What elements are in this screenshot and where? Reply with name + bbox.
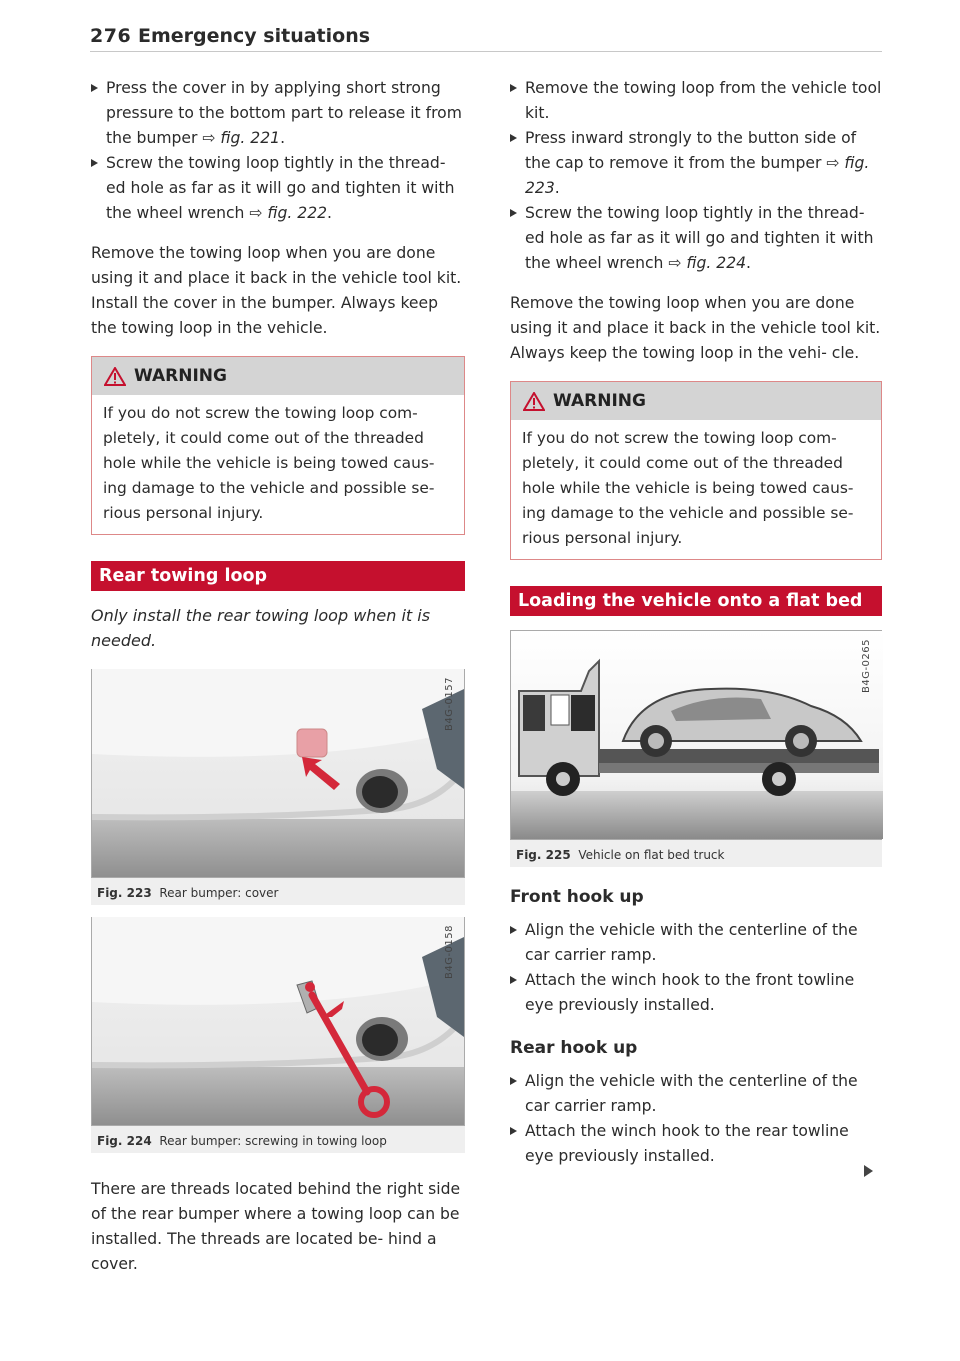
subheading-rear: Rear hook up bbox=[510, 1038, 638, 1058]
list-item: Attach the winch hook to the rear towline eye previously installed. bbox=[510, 1119, 882, 1169]
figure-224 bbox=[91, 917, 465, 1153]
warning-triangle-icon bbox=[523, 392, 545, 411]
list-item: Remove the towing loop from the vehicle tool kit. bbox=[510, 76, 882, 126]
section-heading: Rear towing loop bbox=[91, 561, 465, 591]
warning-title: WARNING bbox=[553, 390, 646, 411]
bullet-arrow-icon bbox=[510, 1127, 517, 1135]
section-intro: Only install the rear towing loop when it is needed. bbox=[91, 606, 431, 650]
left-column bbox=[91, 76, 465, 1277]
figure-reference-link[interactable]: ⇨ fig. 224 bbox=[668, 254, 747, 272]
bullet-arrow-icon bbox=[91, 84, 98, 92]
warning-header bbox=[92, 357, 464, 395]
warning-box bbox=[510, 381, 882, 560]
front-hookup-list bbox=[510, 918, 882, 1018]
figure-code: B4G-0265 bbox=[861, 639, 872, 694]
list-item: Press the cover in by applying short strong pressure to the bottom part to release it from the bumper ⇨ fig. 221. bbox=[91, 76, 465, 151]
bullet-arrow-icon bbox=[510, 209, 517, 217]
list-item: Attach the winch hook to the front towline eye previously installed. bbox=[510, 968, 882, 1018]
page-header bbox=[90, 22, 882, 52]
list-item: Align the vehicle with the centerline of the car carrier ramp. bbox=[510, 918, 882, 968]
list-item: Screw the towing loop tightly in the thread- ed hole as far as it will go and tighten it with the wheel wrench ⇨ fig. 224. bbox=[510, 201, 882, 276]
figure-code: B4G-0157 bbox=[444, 677, 455, 732]
towing-loop-image bbox=[91, 917, 465, 1126]
figure-caption: Fig. 225 Vehicle on flat bed truck bbox=[516, 848, 725, 862]
figure-223 bbox=[91, 669, 465, 905]
left-step-list bbox=[91, 76, 465, 226]
figure-reference-link[interactable]: ⇨ fig. 221 bbox=[202, 129, 281, 147]
page-number: 276 bbox=[90, 25, 132, 47]
rear-hookup-list bbox=[510, 1069, 882, 1169]
subheading-front: Front hook up bbox=[510, 887, 644, 907]
figure-reference-link[interactable]: ⇨ fig. 223 bbox=[525, 154, 870, 197]
figure-225 bbox=[510, 630, 882, 867]
continue-arrow-icon bbox=[864, 1165, 873, 1177]
warning-header bbox=[511, 382, 881, 420]
body-paragraph: There are threads located behind the right side of the rear bumper where a towing loop can be installed. The threads are located be- hind a cover. bbox=[91, 1180, 461, 1273]
body-paragraph: Remove the towing loop when you are done using it and place it back in the vehicle tool kit. Install the cover in the bumper. Always keep the towing loop in the vehicle. bbox=[91, 244, 462, 337]
right-column bbox=[510, 76, 882, 1169]
bumper-cover-image bbox=[91, 669, 465, 878]
figure-caption: Fig. 224 Rear bumper: screwing in towing loop bbox=[97, 1134, 387, 1148]
bullet-arrow-icon bbox=[91, 159, 98, 167]
bullet-arrow-icon bbox=[510, 1077, 517, 1085]
bullet-arrow-icon bbox=[510, 84, 517, 92]
page-title: Emergency situations bbox=[138, 25, 371, 47]
section-heading: Loading the vehicle onto a flat bed bbox=[510, 586, 882, 616]
warning-text: If you do not screw the towing loop com- pletely, it could come out of the threaded hole while the vehicle is being towed caus- ing damage to the vehicle and possible se- rious personal injury. bbox=[522, 429, 854, 547]
bullet-arrow-icon bbox=[510, 976, 517, 984]
right-step-list bbox=[510, 76, 882, 276]
flatbed-truck-image bbox=[510, 630, 882, 840]
bullet-arrow-icon bbox=[510, 134, 517, 142]
warning-box bbox=[91, 356, 465, 535]
list-item: Screw the towing loop tightly in the thread- ed hole as far as it will go and tighten it with the wheel wrench ⇨ fig. 222. bbox=[91, 151, 465, 226]
warning-title: WARNING bbox=[134, 365, 227, 386]
list-item: Align the vehicle with the centerline of the car carrier ramp. bbox=[510, 1069, 882, 1119]
list-item: Press inward strongly to the button side of the cap to remove it from the bumper ⇨ fig. 223. bbox=[510, 126, 882, 201]
figure-reference-link[interactable]: ⇨ fig. 222 bbox=[249, 204, 328, 222]
body-paragraph: Remove the towing loop when you are done using it and place it back in the vehicle tool kit. Always keep the towing loop in the vehi- cle. bbox=[510, 294, 881, 362]
figure-caption: Fig. 223 Rear bumper: cover bbox=[97, 886, 279, 900]
bullet-arrow-icon bbox=[510, 926, 517, 934]
warning-triangle-icon bbox=[104, 367, 126, 386]
warning-text: If you do not screw the towing loop com- pletely, it could come out of the threaded hole while the vehicle is being towed caus- ing damage to the vehicle and possible se- rious personal injury. bbox=[103, 404, 435, 522]
figure-code: B4G-0158 bbox=[444, 925, 455, 980]
